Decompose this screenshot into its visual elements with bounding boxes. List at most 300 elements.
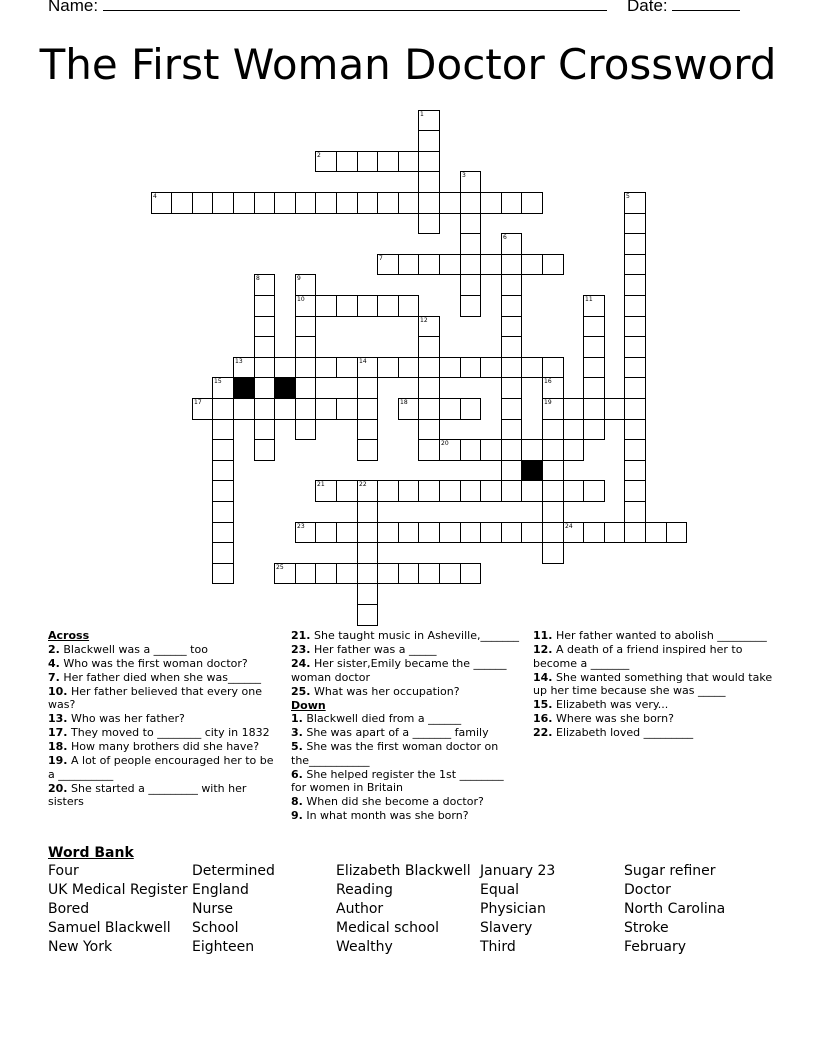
grid-cell[interactable] bbox=[521, 192, 543, 214]
grid-cell[interactable] bbox=[151, 192, 172, 214]
word-bank-title: Word Bank bbox=[48, 845, 134, 861]
clue-number-label: 13 bbox=[235, 358, 243, 365]
grid-cell[interactable] bbox=[315, 522, 337, 543]
grid-cell[interactable] bbox=[357, 563, 378, 584]
grid-cell[interactable] bbox=[501, 295, 522, 317]
grid-cell[interactable] bbox=[418, 213, 440, 234]
grid-cell[interactable] bbox=[439, 522, 461, 543]
word-bank-item: February bbox=[624, 939, 687, 955]
word-bank-item: January 23 bbox=[480, 863, 556, 879]
grid-cell[interactable] bbox=[624, 522, 646, 543]
grid-cell[interactable] bbox=[357, 398, 378, 420]
grid-cell[interactable] bbox=[501, 192, 522, 214]
grid-cell[interactable] bbox=[480, 357, 502, 378]
clue-number: 22. bbox=[533, 726, 553, 739]
clue-item bbox=[48, 643, 276, 657]
clue-item bbox=[291, 795, 519, 809]
grid-cell[interactable] bbox=[398, 398, 419, 420]
grid-cell[interactable] bbox=[583, 522, 605, 543]
clue-number-label: 17 bbox=[194, 399, 202, 406]
grid-cell[interactable] bbox=[624, 460, 646, 481]
word-bank-column bbox=[48, 862, 188, 957]
grid-cell[interactable] bbox=[418, 480, 440, 502]
grid-cell[interactable] bbox=[501, 274, 522, 296]
grid-cell[interactable] bbox=[583, 316, 605, 337]
clue-number: 5. bbox=[291, 740, 303, 753]
grid-cell[interactable] bbox=[377, 480, 399, 502]
grid-cell[interactable] bbox=[377, 295, 399, 317]
grid-cell[interactable] bbox=[439, 480, 461, 502]
grid-cell[interactable] bbox=[460, 213, 481, 234]
grid-cell[interactable] bbox=[480, 439, 502, 461]
word-bank-item: Third bbox=[480, 939, 516, 955]
grid-cell[interactable] bbox=[439, 254, 461, 275]
down-clue-list-continued bbox=[533, 629, 773, 740]
grid-cell[interactable] bbox=[480, 522, 502, 543]
grid-cell[interactable] bbox=[357, 604, 378, 626]
clue-item bbox=[48, 685, 276, 712]
clue-item bbox=[48, 754, 276, 781]
grid-cell[interactable] bbox=[212, 501, 234, 523]
grid-cell[interactable] bbox=[212, 398, 234, 420]
blocked-square bbox=[521, 460, 543, 481]
word-bank-item: Reading bbox=[336, 882, 393, 898]
grid-cell[interactable] bbox=[460, 439, 481, 461]
word-bank-item: Eighteen bbox=[192, 939, 255, 955]
grid-cell[interactable] bbox=[542, 398, 564, 420]
clue-number: 1. bbox=[291, 712, 303, 725]
grid-cell[interactable] bbox=[212, 480, 234, 502]
clue-number: 15. bbox=[533, 698, 553, 711]
grid-cell[interactable] bbox=[542, 542, 564, 564]
grid-cell[interactable] bbox=[377, 192, 399, 214]
grid-cell[interactable] bbox=[295, 316, 316, 337]
grid-cell[interactable] bbox=[604, 398, 625, 420]
grid-cell[interactable] bbox=[501, 439, 522, 461]
grid-cell[interactable] bbox=[212, 439, 234, 461]
clue-text: How many brothers did she have? bbox=[67, 740, 260, 753]
grid-cell[interactable] bbox=[295, 192, 316, 214]
grid-cell[interactable] bbox=[418, 377, 440, 399]
grid-cell[interactable] bbox=[357, 583, 378, 605]
grid-cell[interactable] bbox=[542, 522, 564, 543]
grid-cell[interactable] bbox=[521, 254, 543, 275]
grid-cell[interactable] bbox=[418, 336, 440, 358]
grid-cell[interactable] bbox=[254, 357, 275, 378]
grid-cell[interactable] bbox=[192, 398, 213, 420]
clue-number: 9. bbox=[291, 809, 303, 822]
grid-cell[interactable] bbox=[377, 151, 399, 172]
grid-cell[interactable] bbox=[315, 357, 337, 378]
grid-cell[interactable] bbox=[439, 439, 461, 461]
grid-cell[interactable] bbox=[460, 563, 481, 584]
clue-number: 14. bbox=[533, 670, 553, 684]
grid-cell[interactable] bbox=[212, 192, 234, 214]
grid-cell[interactable] bbox=[357, 439, 378, 461]
clue-item bbox=[48, 712, 276, 726]
grid-cell[interactable] bbox=[212, 419, 234, 440]
grid-cell[interactable] bbox=[460, 254, 481, 275]
grid-cell[interactable] bbox=[254, 274, 275, 296]
grid-cell[interactable] bbox=[377, 357, 399, 378]
grid-cell[interactable] bbox=[212, 460, 234, 481]
word-bank-column bbox=[480, 862, 555, 957]
grid-cell[interactable] bbox=[233, 357, 255, 378]
clue-text: Her father was a _____ bbox=[310, 643, 437, 656]
clue-item bbox=[291, 712, 519, 726]
word-bank-item: School bbox=[192, 920, 239, 936]
grid-cell[interactable] bbox=[624, 480, 646, 502]
word-bank-item: UK Medical Register bbox=[48, 882, 188, 898]
grid-cell[interactable] bbox=[315, 192, 337, 214]
grid-cell[interactable] bbox=[583, 419, 605, 440]
grid-cell[interactable] bbox=[439, 398, 461, 420]
grid-cell[interactable] bbox=[501, 316, 522, 337]
grid-cell[interactable] bbox=[439, 192, 461, 214]
date-label: Date: bbox=[627, 0, 668, 15]
grid-cell[interactable] bbox=[357, 501, 378, 523]
across-clue-list-continued bbox=[291, 629, 519, 698]
grid-cell[interactable] bbox=[315, 295, 337, 317]
clue-number-label: 23 bbox=[297, 523, 305, 530]
grid-cell[interactable] bbox=[624, 295, 646, 317]
clue-text: Her father died when she was______ bbox=[59, 670, 262, 684]
grid-cell[interactable] bbox=[336, 563, 358, 584]
clue-number-label: 19 bbox=[544, 399, 552, 406]
clue-item bbox=[291, 657, 519, 684]
clue-text: In what month was she born? bbox=[302, 809, 469, 822]
word-bank-item: Samuel Blackwell bbox=[48, 920, 171, 936]
grid-cell[interactable] bbox=[295, 419, 316, 440]
grid-cell[interactable] bbox=[624, 501, 646, 523]
grid-cell[interactable] bbox=[418, 522, 440, 543]
grid-cell[interactable] bbox=[460, 357, 481, 378]
grid-cell[interactable] bbox=[501, 336, 522, 358]
clue-item bbox=[291, 809, 519, 823]
grid-cell[interactable] bbox=[542, 357, 564, 378]
grid-cell[interactable] bbox=[212, 542, 234, 564]
grid-cell[interactable] bbox=[295, 398, 316, 420]
clues-column-2 bbox=[291, 629, 519, 823]
clue-item bbox=[48, 726, 276, 740]
clue-item bbox=[291, 726, 519, 740]
grid-cell[interactable] bbox=[624, 316, 646, 337]
clue-item bbox=[291, 685, 519, 699]
grid-cell[interactable] bbox=[254, 398, 275, 420]
clue-item bbox=[533, 629, 773, 643]
clue-text: Where was she born? bbox=[552, 712, 674, 725]
grid-cell[interactable] bbox=[418, 316, 440, 337]
grid-cell[interactable] bbox=[295, 563, 316, 584]
grid-cell[interactable] bbox=[624, 398, 646, 420]
clue-number: 3. bbox=[291, 726, 303, 739]
grid-cell[interactable] bbox=[501, 480, 522, 502]
name-label: Name: bbox=[48, 0, 99, 15]
clue-text: Who was her father? bbox=[67, 712, 185, 725]
grid-cell[interactable] bbox=[418, 563, 440, 584]
grid-cell[interactable] bbox=[501, 419, 522, 440]
clue-number-label: 18 bbox=[400, 399, 408, 406]
grid-cell[interactable] bbox=[460, 522, 481, 543]
grid-cell[interactable] bbox=[501, 377, 522, 399]
grid-cell[interactable] bbox=[521, 357, 543, 378]
grid-cell[interactable] bbox=[171, 192, 193, 214]
grid-cell[interactable] bbox=[418, 398, 440, 420]
grid-cell[interactable] bbox=[542, 501, 564, 523]
word-bank-item: England bbox=[192, 882, 249, 898]
grid-cell[interactable] bbox=[460, 398, 481, 420]
grid-cell[interactable] bbox=[295, 336, 316, 358]
grid-cell[interactable] bbox=[398, 151, 419, 172]
clue-number-label: 6 bbox=[503, 234, 507, 241]
grid-cell[interactable] bbox=[212, 377, 234, 399]
grid-cell[interactable] bbox=[295, 274, 316, 296]
word-bank-item: North Carolina bbox=[624, 901, 726, 917]
grid-cell[interactable] bbox=[212, 522, 234, 543]
clue-text: Elizabeth was very... bbox=[552, 698, 669, 711]
grid-cell[interactable] bbox=[254, 439, 275, 461]
grid-cell[interactable] bbox=[254, 419, 275, 440]
grid-cell[interactable] bbox=[501, 398, 522, 420]
grid-cell[interactable] bbox=[315, 480, 337, 502]
grid-cell[interactable] bbox=[624, 439, 646, 461]
clue-item bbox=[533, 698, 773, 712]
clue-number-label: 25 bbox=[276, 564, 284, 571]
grid-cell[interactable] bbox=[377, 563, 399, 584]
grid-cell[interactable] bbox=[563, 480, 584, 502]
across-clue-list bbox=[48, 643, 276, 809]
grid-cell[interactable] bbox=[460, 233, 481, 255]
grid-cell[interactable] bbox=[377, 254, 399, 275]
grid-cell[interactable] bbox=[336, 192, 358, 214]
grid-cell[interactable] bbox=[418, 419, 440, 440]
grid-cell[interactable] bbox=[254, 192, 275, 214]
grid-cell[interactable] bbox=[398, 295, 419, 317]
grid-cell[interactable] bbox=[583, 357, 605, 378]
clue-text: They moved to ________ city in 1832 bbox=[67, 726, 270, 739]
clue-text: Who was the first woman doctor? bbox=[59, 656, 248, 670]
grid-cell[interactable] bbox=[357, 192, 378, 214]
clue-item bbox=[533, 712, 773, 726]
grid-cell[interactable] bbox=[624, 274, 646, 296]
grid-cell[interactable] bbox=[480, 254, 502, 275]
grid-cell[interactable] bbox=[336, 522, 358, 543]
clue-number-label: 24 bbox=[565, 523, 573, 530]
grid-cell[interactable] bbox=[624, 419, 646, 440]
clue-number-label: 10 bbox=[297, 296, 305, 303]
grid-cell[interactable] bbox=[563, 398, 584, 420]
grid-cell[interactable] bbox=[295, 377, 316, 399]
clue-text: She was apart of a _______ family bbox=[302, 726, 489, 739]
clue-text: She was the first woman doctor on the___________ bbox=[291, 740, 499, 767]
grid-cell[interactable] bbox=[274, 398, 296, 420]
grid-cell[interactable] bbox=[460, 192, 481, 214]
clue-number-label: 15 bbox=[214, 378, 222, 385]
grid-cell[interactable] bbox=[501, 460, 522, 481]
grid-cell[interactable] bbox=[583, 398, 605, 420]
grid-cell[interactable] bbox=[460, 171, 481, 193]
grid-cell[interactable] bbox=[336, 398, 358, 420]
grid-cell[interactable] bbox=[645, 522, 667, 543]
grid-cell[interactable] bbox=[521, 522, 543, 543]
grid-cell[interactable] bbox=[624, 357, 646, 378]
grid-cell[interactable] bbox=[460, 295, 481, 317]
grid-cell[interactable] bbox=[624, 192, 646, 214]
grid-cell[interactable] bbox=[521, 439, 543, 461]
grid-cell[interactable] bbox=[398, 254, 419, 275]
grid-cell[interactable] bbox=[357, 480, 378, 502]
grid-cell[interactable] bbox=[501, 254, 522, 275]
blocked-square bbox=[233, 377, 255, 399]
word-bank-item: Sugar refiner bbox=[624, 863, 716, 879]
grid-cell[interactable] bbox=[357, 151, 378, 172]
grid-cell[interactable] bbox=[398, 480, 419, 502]
grid-cell[interactable] bbox=[357, 522, 378, 543]
grid-cell[interactable] bbox=[274, 192, 296, 214]
grid-cell[interactable] bbox=[439, 563, 461, 584]
grid-cell[interactable] bbox=[295, 295, 316, 317]
clue-item bbox=[533, 671, 773, 698]
clue-text: She helped register the 1st ________ for women in Britain bbox=[291, 767, 504, 794]
grid-cell[interactable] bbox=[336, 480, 358, 502]
grid-cell[interactable] bbox=[439, 357, 461, 378]
grid-cell[interactable] bbox=[542, 480, 564, 502]
word-bank-item: New York bbox=[48, 939, 113, 955]
grid-cell[interactable] bbox=[460, 480, 481, 502]
clue-item bbox=[291, 768, 519, 795]
clue-number-label: 9 bbox=[297, 275, 301, 282]
grid-cell[interactable] bbox=[418, 151, 440, 172]
grid-cell[interactable] bbox=[398, 192, 419, 214]
clue-text: Elizabeth loved _________ bbox=[552, 726, 694, 739]
grid-cell[interactable] bbox=[460, 274, 481, 296]
grid-cell[interactable] bbox=[604, 522, 625, 543]
clue-number-label: 4 bbox=[153, 193, 157, 200]
grid-cell[interactable] bbox=[418, 357, 440, 378]
word-bank-item: Equal bbox=[480, 882, 520, 898]
grid-cell[interactable] bbox=[666, 522, 687, 543]
grid-cell[interactable] bbox=[254, 336, 275, 358]
clue-number-label: 21 bbox=[317, 481, 325, 488]
grid-cell[interactable] bbox=[398, 357, 419, 378]
grid-cell[interactable] bbox=[418, 439, 440, 461]
clues-column-3 bbox=[533, 629, 773, 740]
grid-cell[interactable] bbox=[542, 439, 564, 461]
grid-cell[interactable] bbox=[418, 192, 440, 214]
clues-column-1 bbox=[48, 629, 276, 809]
clue-text: She taught music in Asheville,_______ bbox=[310, 629, 519, 642]
grid-cell[interactable] bbox=[521, 480, 543, 502]
grid-cell[interactable] bbox=[357, 419, 378, 440]
clue-number-label: 8 bbox=[256, 275, 260, 282]
grid-cell[interactable] bbox=[624, 213, 646, 234]
clue-number: 11. bbox=[533, 629, 553, 642]
clue-number-label: 20 bbox=[441, 440, 449, 447]
grid-cell[interactable] bbox=[315, 398, 337, 420]
clue-item bbox=[48, 671, 276, 685]
clue-item bbox=[533, 726, 773, 740]
clue-text: She started a _________ with her sisters bbox=[48, 781, 247, 808]
grid-cell[interactable] bbox=[357, 542, 378, 564]
grid-cell[interactable] bbox=[583, 377, 605, 399]
word-bank-column bbox=[336, 862, 471, 957]
clue-number-label: 7 bbox=[379, 255, 383, 262]
grid-cell[interactable] bbox=[336, 151, 358, 172]
grid-cell[interactable] bbox=[254, 295, 275, 317]
grid-cell[interactable] bbox=[563, 522, 584, 543]
grid-cell[interactable] bbox=[418, 110, 440, 131]
grid-cell[interactable] bbox=[501, 233, 522, 255]
grid-cell[interactable] bbox=[624, 254, 646, 275]
grid-cell[interactable] bbox=[583, 480, 605, 502]
grid-cell[interactable] bbox=[542, 419, 564, 440]
grid-cell[interactable] bbox=[357, 377, 378, 399]
grid-cell[interactable] bbox=[418, 254, 440, 275]
grid-cell[interactable] bbox=[254, 377, 275, 399]
grid-cell[interactable] bbox=[418, 130, 440, 152]
clue-text: She wanted something that would take up her time because she was _____ bbox=[533, 670, 773, 697]
grid-cell[interactable] bbox=[542, 460, 564, 481]
grid-cell[interactable] bbox=[357, 357, 378, 378]
clue-item bbox=[48, 657, 276, 671]
grid-cell[interactable] bbox=[192, 192, 213, 214]
grid-cell[interactable] bbox=[398, 563, 419, 584]
clue-text: Her father wanted to abolish _________ bbox=[552, 629, 767, 642]
grid-cell[interactable] bbox=[295, 357, 316, 378]
grid-cell[interactable] bbox=[315, 563, 337, 584]
grid-cell[interactable] bbox=[624, 377, 646, 399]
grid-cell[interactable] bbox=[398, 522, 419, 543]
clue-number-label: 22 bbox=[359, 481, 367, 488]
clue-item bbox=[48, 782, 276, 809]
grid-cell[interactable] bbox=[418, 171, 440, 193]
grid-cell[interactable] bbox=[480, 480, 502, 502]
grid-cell[interactable] bbox=[357, 295, 378, 317]
grid-cell[interactable] bbox=[501, 522, 522, 543]
grid-cell[interactable] bbox=[563, 439, 584, 461]
word-bank-item: Stroke bbox=[624, 920, 669, 936]
clue-text: A lot of people encouraged her to be a __________ bbox=[48, 754, 274, 781]
clue-number: 7. bbox=[48, 670, 60, 684]
grid-cell[interactable] bbox=[254, 316, 275, 337]
word-bank-item: Medical school bbox=[336, 920, 439, 936]
clue-text: Blackwell died from a ______ bbox=[302, 712, 462, 725]
grid-cell[interactable] bbox=[233, 398, 255, 420]
grid-cell[interactable] bbox=[624, 336, 646, 358]
grid-cell[interactable] bbox=[336, 357, 358, 378]
grid-cell[interactable] bbox=[212, 563, 234, 584]
grid-cell[interactable] bbox=[624, 233, 646, 255]
clue-number-label: 16 bbox=[544, 378, 552, 385]
clue-number-label: 14 bbox=[359, 358, 367, 365]
grid-cell[interactable] bbox=[295, 522, 316, 543]
grid-cell[interactable] bbox=[315, 151, 337, 172]
grid-cell[interactable] bbox=[501, 357, 522, 378]
word-bank-item: Physician bbox=[480, 901, 546, 917]
grid-cell[interactable] bbox=[336, 295, 358, 317]
grid-cell[interactable] bbox=[274, 563, 296, 584]
grid-cell[interactable] bbox=[377, 522, 399, 543]
grid-cell[interactable] bbox=[542, 254, 564, 275]
grid-cell[interactable] bbox=[480, 192, 502, 214]
grid-cell[interactable] bbox=[233, 192, 255, 214]
grid-cell[interactable] bbox=[274, 357, 296, 378]
grid-cell[interactable] bbox=[583, 336, 605, 358]
clue-text: Her father believed that every one was? bbox=[48, 684, 263, 711]
grid-cell[interactable] bbox=[542, 377, 564, 399]
grid-cell[interactable] bbox=[583, 295, 605, 317]
word-bank-item: Doctor bbox=[624, 882, 671, 898]
